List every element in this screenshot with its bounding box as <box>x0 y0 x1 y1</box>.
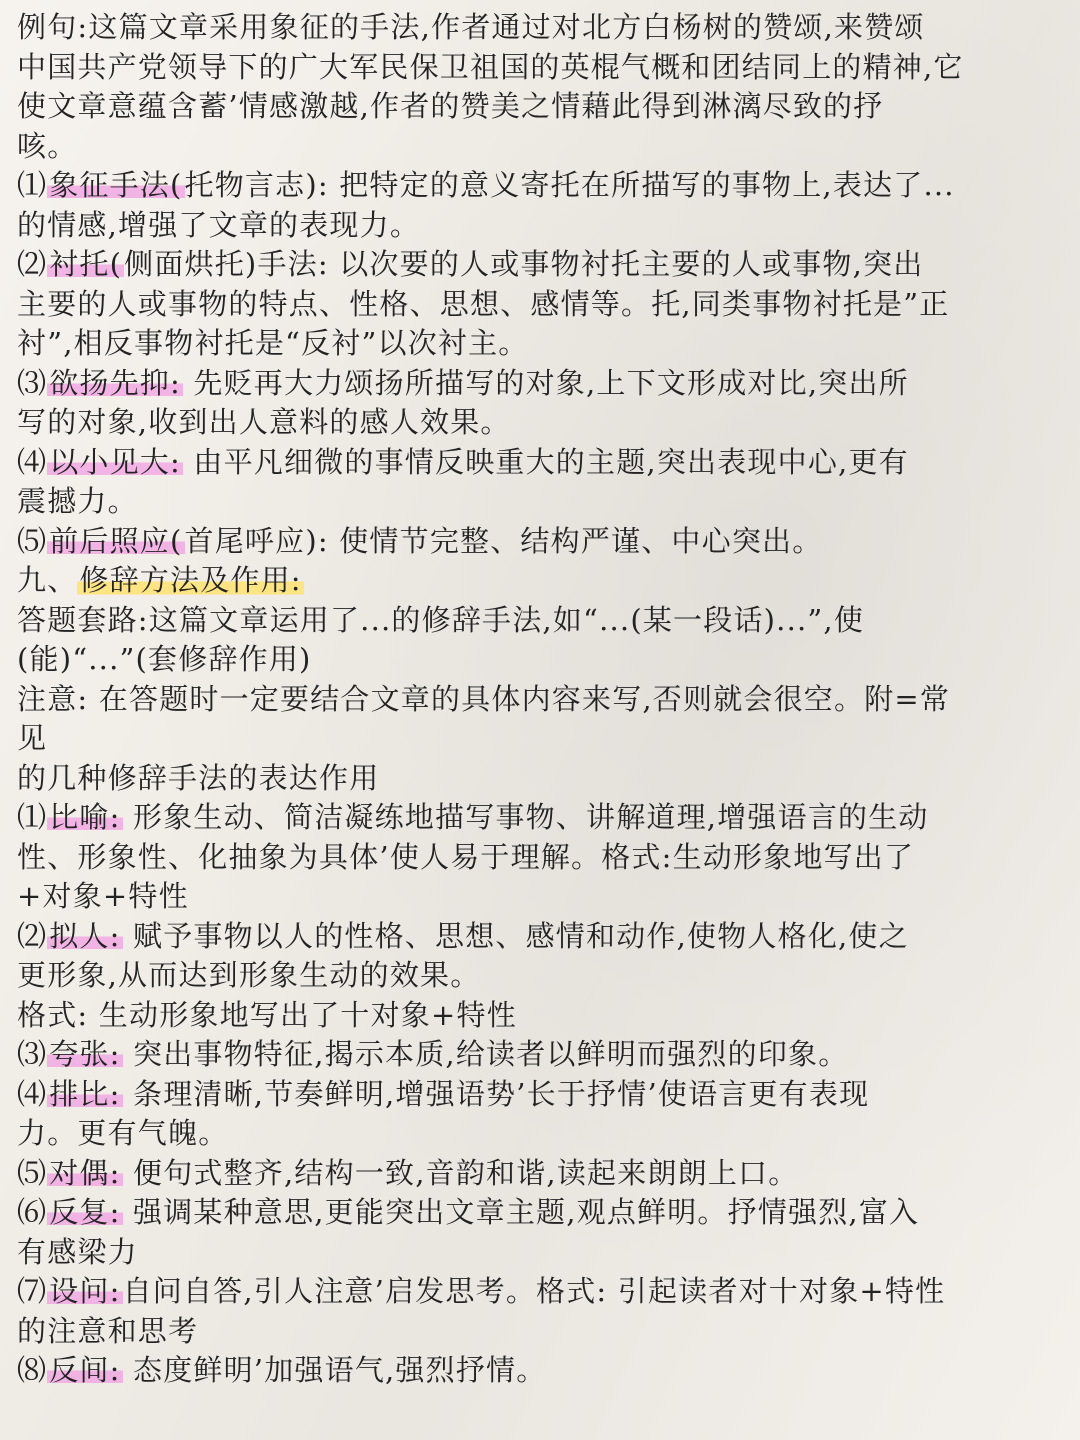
highlighted-term: 象征手法( <box>49 168 183 202</box>
line-text: ⑷ <box>17 1076 48 1111</box>
highlighted-term: 设问: <box>49 1274 121 1308</box>
text-line <box>17 1193 1050 1233</box>
line-text: 的几种修辞手法的表达作用 <box>17 760 380 795</box>
text-line <box>17 443 1050 483</box>
text-line <box>17 1351 1050 1391</box>
text-line <box>17 917 1050 957</box>
line-text: 的情感,增强了文章的表现力。 <box>17 207 421 242</box>
highlighted-term: 前后照应( <box>49 523 183 558</box>
text-line <box>17 561 1050 601</box>
text-line <box>17 403 1050 443</box>
line-text: 例句:这篇文章采用象征的手法,作者通过对北方白杨树的赞颂,来赞颂 <box>17 10 925 44</box>
line-text: 注意: 在答题时一定要结合文章的具体内容来写,否则就会很空。附=常 <box>17 681 951 716</box>
highlighted-term: 拟人: <box>49 918 121 953</box>
line-text: 更形象,从而达到形象生动的效果。 <box>17 958 481 992</box>
text-line <box>17 1114 1050 1154</box>
line-text-continued: 首尾呼应): 使情节完整、结构严谨、中心突出。 <box>184 523 823 558</box>
highlighted-term: 以小见大: <box>49 444 181 479</box>
text-line <box>17 601 1050 641</box>
text-line <box>17 640 1050 680</box>
line-text: 有感梁力 <box>17 1234 138 1269</box>
text-line <box>17 206 1050 246</box>
text-line <box>17 482 1050 522</box>
highlighted-term: 对偶: <box>49 1155 121 1190</box>
text-line <box>17 798 1050 838</box>
line-text: ⑶ <box>17 1037 48 1071</box>
line-text: 见 <box>17 721 48 755</box>
line-text: 主要的人或事物的特点、性格、思想、感情等。托,同类事物衬托是”正 <box>17 286 950 321</box>
line-text-continued: 先贬再大力颂扬所描写的对象,上下文形成对比,突出所 <box>182 365 909 400</box>
text-line <box>17 1312 1050 1352</box>
line-text: 九、 <box>17 563 78 597</box>
text-line <box>17 1272 1050 1312</box>
text-line <box>17 680 1050 720</box>
line-text: 性、形象性、化抽象为具体’使人易于理解。格式:生动形象地写出了 <box>17 839 915 874</box>
text-line <box>17 1233 1050 1273</box>
text-line <box>17 1154 1050 1194</box>
text-line <box>17 996 1050 1036</box>
highlighted-term: 比喻: <box>49 800 121 834</box>
text-line <box>17 1075 1050 1115</box>
line-text: 咳。 <box>17 128 78 163</box>
text-line <box>17 1035 1050 1075</box>
text-line <box>17 285 1050 325</box>
line-text: 格式: 生动形象地写出了十对象+特性 <box>17 997 517 1032</box>
highlighted-term: 夸张: <box>49 1037 121 1071</box>
text-line <box>17 522 1050 562</box>
line-text: ⑷ <box>17 444 48 479</box>
line-text: 震撼力。 <box>17 484 138 518</box>
line-text: +对象+特性 <box>17 879 189 913</box>
line-text: 衬”,相反事物衬托是“反衬”以次衬主。 <box>17 326 529 360</box>
line-text: 力。更有气魄。 <box>17 1116 229 1150</box>
text-line <box>17 8 1050 48</box>
highlighted-term: 反复: <box>49 1195 121 1229</box>
text-line <box>17 127 1050 167</box>
line-text: ⑵ <box>17 918 48 953</box>
line-text: ⑺ <box>17 1274 48 1308</box>
text-line <box>17 364 1050 404</box>
line-text-continued: 由平凡细微的事情反映重大的主题,突出表现中心,更有 <box>182 444 909 479</box>
line-text: 答题套路:这篇文章运用了...的修辞手法,如“...(某一段话)...”,使 <box>17 602 865 637</box>
line-text: (能)“...”(套修辞作用) <box>17 642 312 676</box>
text-line <box>17 87 1050 127</box>
line-text-continued: 形象生动、简洁凝练地描写事物、讲解道理,增强语言的生动 <box>122 800 929 834</box>
text-line <box>17 166 1050 206</box>
line-text-continued: 强调某种意思,更能突出文章主题,观点鲜明。抒情强烈,富入 <box>122 1195 920 1229</box>
line-text: 写的对象,收到出人意料的感人效果。 <box>17 405 511 439</box>
section-heading-highlight: 修辞方法及作用: <box>79 563 302 597</box>
highlighted-term: 反间: <box>49 1353 121 1387</box>
line-text-continued: 便句式整齐,结构一致,音韵和谐,读起来朗朗上口。 <box>122 1155 799 1190</box>
line-text-continued: 自问自答,引人注意’启发思考。格式: 引起读者对十对象+特性 <box>122 1274 946 1308</box>
highlighted-term: 衬托( <box>49 247 123 281</box>
line-text-continued: 突出事物特征,揭示本质,给读者以鲜明而强烈的印象。 <box>122 1037 849 1071</box>
line-text: ⑹ <box>17 1195 48 1229</box>
line-text-continued: 侧面烘托)手法: 以次要的人或事物衬托主要的人或事物,突出 <box>124 247 924 281</box>
line-text: ⑵ <box>17 247 48 281</box>
highlighted-term: 排比: <box>49 1076 121 1111</box>
highlighted-term: 欲扬先抑: <box>49 365 181 400</box>
line-text-continued: 赋予事物以人的性格、思想、感情和动作,使物人格化,使之 <box>122 918 909 953</box>
line-text: 的注意和思考 <box>17 1313 199 1348</box>
text-line <box>17 877 1050 917</box>
text-line <box>17 324 1050 364</box>
text-line <box>17 48 1050 88</box>
line-text: ⑻ <box>17 1353 48 1387</box>
text-line <box>17 245 1050 285</box>
line-text: 中国共产党领导下的广大军民保卫祖国的英棍气概和团结同上的精神,它 <box>17 49 964 84</box>
line-text: ⑸ <box>17 523 48 558</box>
line-text: ⑸ <box>17 1155 48 1190</box>
text-line <box>17 838 1050 878</box>
line-text: ⑶ <box>17 365 48 400</box>
text-line <box>17 759 1050 799</box>
line-text: ⑴ <box>17 800 48 834</box>
text-line <box>17 719 1050 759</box>
line-text: ⑴ <box>17 168 48 202</box>
line-text: 使文章意蕴含蓄’情感激越,作者的赞美之情藉此得到淋漓尽致的抒 <box>17 89 884 123</box>
line-text-continued: 条理清晰,节奏鲜明,增强语势’长于抒情’使语言更有表现 <box>122 1076 870 1111</box>
text-line <box>17 956 1050 996</box>
line-text-continued: 托物言志): 把特定的意义寄托在所描写的事物上,表达了... <box>184 168 955 202</box>
line-text-continued: 态度鲜明’加强语气,强烈抒情。 <box>122 1353 547 1387</box>
